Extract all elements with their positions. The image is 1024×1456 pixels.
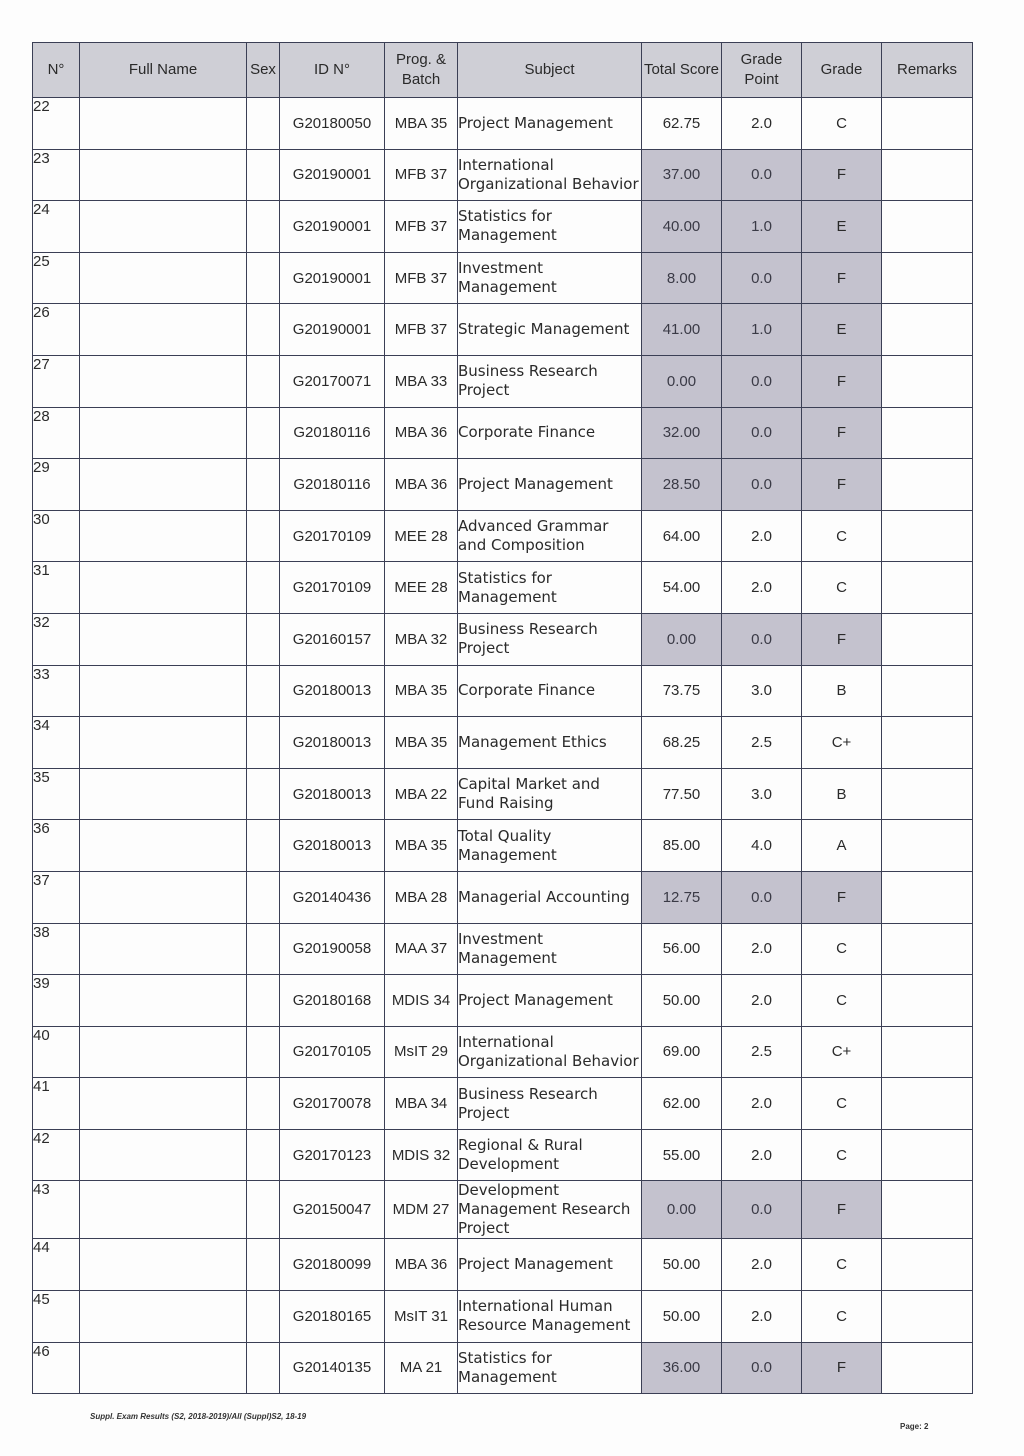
remarks-cell [882,459,973,511]
remarks-cell [882,1239,973,1291]
grade-point-cell: 1.0 [722,304,802,356]
sex-cell [247,613,280,665]
total-score-cell: 36.00 [642,1342,722,1394]
id-cell: G20190001 [280,201,385,253]
sex-cell [247,407,280,459]
table-row [33,201,973,253]
subject-cell: Business Research Project [458,355,642,407]
total-score-cell: 37.00 [642,149,722,201]
remarks-cell [882,562,973,614]
full-name-cell [80,1181,247,1239]
page-number: Page: 2 [900,1422,929,1431]
grade-cell: C [802,510,882,562]
total-score-cell: 32.00 [642,407,722,459]
id-cell: G20180116 [280,407,385,459]
col-header-prog-batch: Prog. & Batch [385,43,458,98]
full-name-cell [80,871,247,923]
grade-cell: A [802,820,882,872]
grade-cell: C [802,1078,882,1130]
remarks-cell [882,355,973,407]
grade-point-cell: 2.0 [722,923,802,975]
remarks-cell [882,1129,973,1181]
sex-cell [247,98,280,150]
sex-cell [247,768,280,820]
subject-cell: Business Research Project [458,1078,642,1130]
remarks-cell [882,1181,973,1239]
remarks-cell [882,510,973,562]
row-number: 37 [33,871,80,923]
col-header-grade-point: Grade Point [722,43,802,98]
full-name-cell [80,252,247,304]
total-score-cell: 54.00 [642,562,722,614]
grade-cell: F [802,252,882,304]
subject-cell: Project Management [458,1239,642,1291]
total-score-cell: 0.00 [642,613,722,665]
subject-cell: International Organizational Behavior [458,1026,642,1078]
row-number: 26 [33,304,80,356]
prog-batch-cell: MDIS 32 [385,1129,458,1181]
remarks-cell [882,149,973,201]
table-row [33,355,973,407]
grade-point-cell: 0.0 [722,149,802,201]
full-name-cell [80,613,247,665]
row-number: 46 [33,1342,80,1394]
remarks-cell [882,923,973,975]
row-number: 23 [33,149,80,201]
remarks-cell [882,613,973,665]
total-score-cell: 0.00 [642,1181,722,1239]
id-cell: G20170071 [280,355,385,407]
id-cell: G20180165 [280,1291,385,1343]
grade-cell: F [802,1342,882,1394]
prog-batch-cell: MBA 33 [385,355,458,407]
table-row [33,975,973,1027]
table-row [33,717,973,769]
sex-cell [247,510,280,562]
total-score-cell: 56.00 [642,923,722,975]
grade-cell: F [802,149,882,201]
table-row [33,1239,973,1291]
sex-cell [247,820,280,872]
subject-cell: Managerial Accounting [458,871,642,923]
remarks-cell [882,1342,973,1394]
id-cell: G20180013 [280,820,385,872]
col-header-total-score: Total Score [642,43,722,98]
grade-cell: F [802,871,882,923]
sex-cell [247,201,280,253]
sex-cell [247,717,280,769]
sex-cell [247,665,280,717]
table-row [33,1291,973,1343]
grade-point-cell: 0.0 [722,407,802,459]
prog-batch-cell: MA 21 [385,1342,458,1394]
id-cell: G20180013 [280,717,385,769]
subject-cell: Total Quality Management [458,820,642,872]
grade-cell: E [802,201,882,253]
row-number: 24 [33,201,80,253]
grade-point-cell: 3.0 [722,768,802,820]
id-cell: G20180116 [280,459,385,511]
grade-point-cell: 2.5 [722,1026,802,1078]
subject-cell: International Organizational Behavior [458,149,642,201]
total-score-cell: 28.50 [642,459,722,511]
subject-cell: Capital Market and Fund Raising [458,768,642,820]
full-name-cell [80,201,247,253]
full-name-cell [80,98,247,150]
prog-batch-cell: MEE 28 [385,510,458,562]
sex-cell [247,1078,280,1130]
remarks-cell [882,98,973,150]
sex-cell [247,459,280,511]
prog-batch-cell: MBA 36 [385,1239,458,1291]
prog-batch-cell: MBA 36 [385,407,458,459]
table-row [33,252,973,304]
col-header-full-name: Full Name [80,43,247,98]
row-number: 38 [33,923,80,975]
id-cell: G20180013 [280,768,385,820]
full-name-cell [80,717,247,769]
prog-batch-cell: MsIT 29 [385,1026,458,1078]
document-reference: Suppl. Exam Results (S2, 2018-2019)/All (Suppl)S2, 18-19 [90,1412,307,1421]
grade-cell: F [802,1181,882,1239]
sex-cell [247,304,280,356]
subject-cell: Corporate Finance [458,407,642,459]
sex-cell [247,355,280,407]
grade-point-cell: 0.0 [722,1342,802,1394]
subject-cell: Investment Management [458,923,642,975]
col-header-subject: Subject [458,43,642,98]
id-cell: G20190058 [280,923,385,975]
sex-cell [247,871,280,923]
remarks-cell [882,304,973,356]
full-name-cell [80,1342,247,1394]
id-cell: G20180050 [280,98,385,150]
subject-cell: Business Research Project [458,613,642,665]
remarks-cell [882,1291,973,1343]
sex-cell [247,1181,280,1239]
grade-cell: F [802,407,882,459]
row-number: 25 [33,252,80,304]
total-score-cell: 50.00 [642,1239,722,1291]
subject-cell: Statistics for Management [458,201,642,253]
row-number: 39 [33,975,80,1027]
grade-cell: C+ [802,1026,882,1078]
id-cell: G20180099 [280,1239,385,1291]
grade-cell: C [802,975,882,1027]
grade-point-cell: 2.0 [722,1129,802,1181]
grade-point-cell: 2.0 [722,975,802,1027]
table-row [33,665,973,717]
col-header-no: N° [33,43,80,98]
grade-point-cell: 2.0 [722,98,802,150]
col-header-remarks: Remarks [882,43,973,98]
grade-cell: C [802,562,882,614]
total-score-cell: 41.00 [642,304,722,356]
total-score-cell: 55.00 [642,1129,722,1181]
grade-point-cell: 0.0 [722,355,802,407]
table-row [33,1026,973,1078]
remarks-cell [882,717,973,769]
prog-batch-cell: MDIS 34 [385,975,458,1027]
grade-cell: C+ [802,717,882,769]
prog-batch-cell: MBA 32 [385,613,458,665]
prog-batch-cell: MFB 37 [385,149,458,201]
total-score-cell: 62.75 [642,98,722,150]
grade-cell: B [802,768,882,820]
remarks-cell [882,871,973,923]
id-cell: G20170078 [280,1078,385,1130]
prog-batch-cell: MEE 28 [385,562,458,614]
row-number: 29 [33,459,80,511]
results-body [33,98,973,1394]
sex-cell [247,1342,280,1394]
subject-cell: Advanced Grammar and Composition [458,510,642,562]
table-row [33,871,973,923]
grade-point-cell: 0.0 [722,871,802,923]
row-number: 44 [33,1239,80,1291]
header-row [33,43,973,98]
sex-cell [247,1239,280,1291]
table-row [33,1078,973,1130]
total-score-cell: 68.25 [642,717,722,769]
total-score-cell: 50.00 [642,975,722,1027]
col-header-sex: Sex [247,43,280,98]
prog-batch-cell: MFB 37 [385,252,458,304]
prog-batch-cell: MBA 35 [385,98,458,150]
full-name-cell [80,1129,247,1181]
full-name-cell [80,768,247,820]
grade-cell: E [802,304,882,356]
prog-batch-cell: MBA 28 [385,871,458,923]
subject-cell: Regional & Rural Development [458,1129,642,1181]
subject-cell: Corporate Finance [458,665,642,717]
prog-batch-cell: MFB 37 [385,201,458,253]
table-row [33,768,973,820]
grade-point-cell: 0.0 [722,459,802,511]
grade-point-cell: 3.0 [722,665,802,717]
id-cell: G20170109 [280,562,385,614]
grade-cell: F [802,355,882,407]
results-sheet [32,42,972,1394]
sex-cell [247,923,280,975]
remarks-cell [882,1078,973,1130]
full-name-cell [80,1026,247,1078]
remarks-cell [882,407,973,459]
full-name-cell [80,665,247,717]
full-name-cell [80,407,247,459]
prog-batch-cell: MAA 37 [385,923,458,975]
subject-cell: Project Management [458,459,642,511]
table-row [33,149,973,201]
table-row [33,1181,973,1239]
subject-cell: Strategic Management [458,304,642,356]
table-row [33,98,973,150]
prog-batch-cell: MBA 22 [385,768,458,820]
grade-point-cell: 4.0 [722,820,802,872]
grade-point-cell: 2.0 [722,1239,802,1291]
sex-cell [247,1129,280,1181]
full-name-cell [80,1078,247,1130]
grade-point-cell: 2.5 [722,717,802,769]
grade-cell: C [802,1239,882,1291]
grade-point-cell: 2.0 [722,1291,802,1343]
total-score-cell: 64.00 [642,510,722,562]
subject-cell: Development Management Research Project [458,1181,642,1239]
row-number: 32 [33,613,80,665]
total-score-cell: 8.00 [642,252,722,304]
total-score-cell: 62.00 [642,1078,722,1130]
full-name-cell [80,820,247,872]
grade-cell: C [802,1129,882,1181]
grade-point-cell: 2.0 [722,1078,802,1130]
full-name-cell [80,304,247,356]
subject-cell: International Human Resource Management [458,1291,642,1343]
full-name-cell [80,1291,247,1343]
subject-cell: Project Management [458,975,642,1027]
prog-batch-cell: MBA 36 [385,459,458,511]
full-name-cell [80,923,247,975]
total-score-cell: 12.75 [642,871,722,923]
sex-cell [247,252,280,304]
grade-cell: C [802,1291,882,1343]
table-row [33,407,973,459]
grade-cell: B [802,665,882,717]
full-name-cell [80,355,247,407]
table-row [33,510,973,562]
total-score-cell: 77.50 [642,768,722,820]
remarks-cell [882,768,973,820]
sex-cell [247,149,280,201]
subject-cell: Project Management [458,98,642,150]
id-cell: G20190001 [280,149,385,201]
total-score-cell: 50.00 [642,1291,722,1343]
id-cell: G20160157 [280,613,385,665]
sex-cell [247,975,280,1027]
total-score-cell: 40.00 [642,201,722,253]
total-score-cell: 73.75 [642,665,722,717]
row-number: 43 [33,1181,80,1239]
remarks-cell [882,820,973,872]
grade-cell: F [802,459,882,511]
prog-batch-cell: MBA 35 [385,717,458,769]
table-row [33,459,973,511]
id-cell: G20180013 [280,665,385,717]
subject-cell: Management Ethics [458,717,642,769]
remarks-cell [882,201,973,253]
row-number: 41 [33,1078,80,1130]
sex-cell [247,562,280,614]
id-cell: G20180168 [280,975,385,1027]
row-number: 30 [33,510,80,562]
col-header-id: ID N° [280,43,385,98]
grade-point-cell: 0.0 [722,252,802,304]
prog-batch-cell: MBA 35 [385,665,458,717]
id-cell: G20170123 [280,1129,385,1181]
full-name-cell [80,459,247,511]
grade-cell: C [802,98,882,150]
remarks-cell [882,975,973,1027]
total-score-cell: 0.00 [642,355,722,407]
row-number: 33 [33,665,80,717]
row-number: 36 [33,820,80,872]
subject-cell: Investment Management [458,252,642,304]
row-number: 22 [33,98,80,150]
sex-cell [247,1291,280,1343]
full-name-cell [80,149,247,201]
total-score-cell: 85.00 [642,820,722,872]
remarks-cell [882,665,973,717]
remarks-cell [882,252,973,304]
row-number: 28 [33,407,80,459]
full-name-cell [80,562,247,614]
table-row [33,1342,973,1394]
id-cell: G20190001 [280,252,385,304]
id-cell: G20170105 [280,1026,385,1078]
row-number: 34 [33,717,80,769]
full-name-cell [80,1239,247,1291]
prog-batch-cell: MFB 37 [385,304,458,356]
row-number: 42 [33,1129,80,1181]
table-row [33,923,973,975]
table-row [33,562,973,614]
total-score-cell: 69.00 [642,1026,722,1078]
id-cell: G20170109 [280,510,385,562]
col-header-grade: Grade [802,43,882,98]
full-name-cell [80,510,247,562]
sex-cell [247,1026,280,1078]
grade-point-cell: 2.0 [722,562,802,614]
table-row [33,1129,973,1181]
subject-cell: Statistics for Management [458,1342,642,1394]
id-cell: G20140135 [280,1342,385,1394]
row-number: 27 [33,355,80,407]
row-number: 35 [33,768,80,820]
table-row [33,304,973,356]
table-row [33,820,973,872]
grade-point-cell: 2.0 [722,510,802,562]
row-number: 45 [33,1291,80,1343]
id-cell: G20190001 [280,304,385,356]
table-row [33,613,973,665]
id-cell: G20140436 [280,871,385,923]
prog-batch-cell: MDM 27 [385,1181,458,1239]
grade-point-cell: 0.0 [722,613,802,665]
prog-batch-cell: MBA 34 [385,1078,458,1130]
remarks-cell [882,1026,973,1078]
id-cell: G20150047 [280,1181,385,1239]
prog-batch-cell: MBA 35 [385,820,458,872]
grade-cell: F [802,613,882,665]
subject-cell: Statistics for Management [458,562,642,614]
row-number: 40 [33,1026,80,1078]
row-number: 31 [33,562,80,614]
grade-cell: C [802,923,882,975]
grade-point-cell: 1.0 [722,201,802,253]
prog-batch-cell: MsIT 31 [385,1291,458,1343]
results-table [32,42,973,1394]
grade-point-cell: 0.0 [722,1181,802,1239]
full-name-cell [80,975,247,1027]
